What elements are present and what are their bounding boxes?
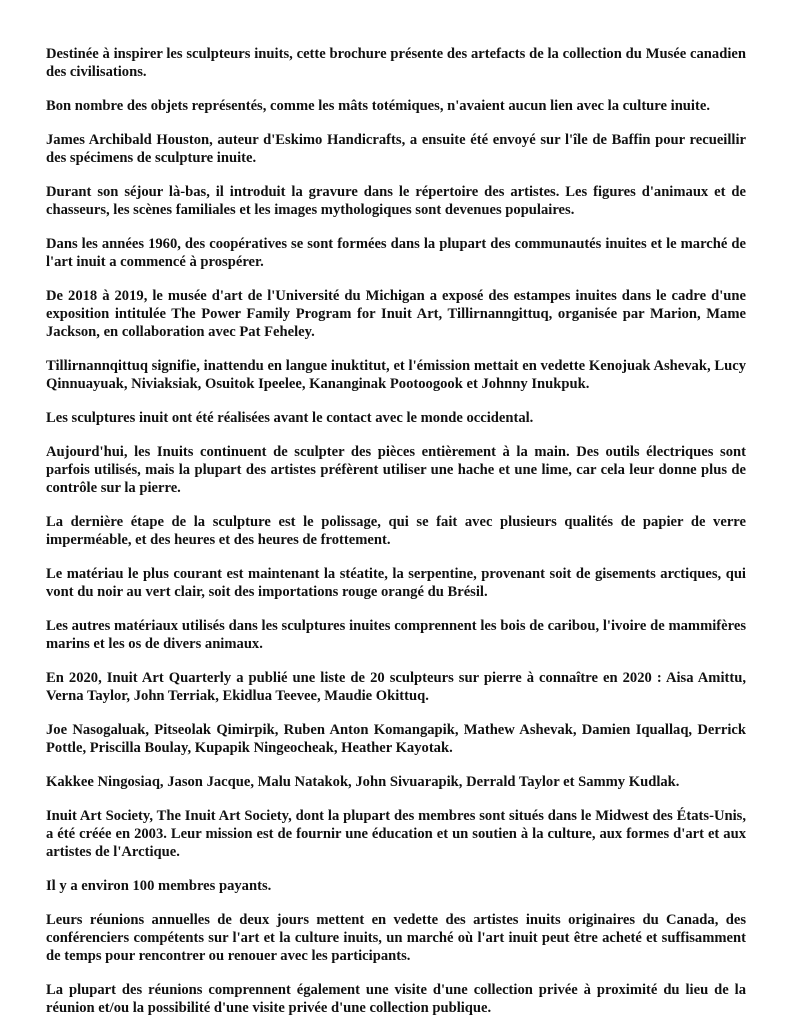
paragraph: Dans les années 1960, des coopératives se sont formées dans la plupart des communautés inuites et le marché de l'art inuit a commencé à prospérer. (46, 236, 746, 270)
paragraph: Les sculptures inuit ont été réalisées avant le contact avec le monde occidental. (46, 410, 534, 426)
paragraph: Aujourd'hui, les Inuits continuent de sculpter des pièces entièrement à la main. Des outils électriques sont parfois utilisés, mais la plupart des artistes préfèrent utiliser une hache et une lime, car cela leur donne plus de contrôle sur la pierre. (46, 444, 746, 496)
paragraph: Leurs réunions annuelles de deux jours mettent en vedette des artistes inuits originaires du Canada, des conférenciers compétents sur l'art et la culture inuits, un marché où l'art inuit peut être acheté et suffisamment de temps pour rencontrer ou renouer avec les participants. (46, 912, 746, 964)
paragraph: Bon nombre des objets représentés, comme les mâts totémiques, n'avaient aucun lien avec la culture inuite. (46, 98, 710, 114)
document-body (46, 45, 746, 1033)
paragraph: Inuit Art Society, The Inuit Art Society, dont la plupart des membres sont situés dans le Midwest des États-Unis, a été créée en 2003. Leur mission est de fournir une éducation et un soutien à la culture, aux formes d'art et aux artistes de l'Arctique. (46, 808, 746, 860)
paragraph: Les autres matériaux utilisés dans les sculptures inuites comprennent les bois de caribou, l'ivoire de mammifères marins et les os de divers animaux. (46, 618, 746, 652)
paragraph: Tillirnannqittuq signifie, inattendu en langue inuktitut, et l'émission mettait en vedette Kenojuak Ashevak, Lucy Qinnuayuak, Niviaksiak, Osuitok Ipeelee, Kananginak Pootoogook et Johnny Inukpuk. (46, 358, 746, 392)
paragraph: Le matériau le plus courant est maintenant la stéatite, la serpentine, provenant soit de gisements arctiques, qui vont du noir au vert clair, soit des importations rouge orangé du Brésil. (46, 566, 746, 600)
paragraph: Il y a environ 100 membres payants. (46, 878, 272, 894)
paragraph: La plupart des réunions comprennent également une visite d'une collection privée à proximité du lieu de la réunion et/ou la possibilité d'une visite privée d'une collection publique. (46, 982, 746, 1016)
paragraph: Kakkee Ningosiaq, Jason Jacque, Malu Natakok, John Sivuarapik, Derrald Taylor et Sammy Kudlak. (46, 774, 680, 790)
paragraph: Destinée à inspirer les sculpteurs inuits, cette brochure présente des artefacts de la collection du Musée canadien des civilisations. (46, 46, 746, 80)
paragraph: James Archibald Houston, auteur d'Eskimo Handicrafts, a ensuite été envoyé sur l'île de Baffin pour recueillir des spécimens de sculpture inuite. (46, 132, 746, 166)
paragraph: La dernière étape de la sculpture est le polissage, qui se fait avec plusieurs qualités de papier de verre imperméable, et des heures et des heures de frottement. (46, 514, 746, 548)
paragraph: Durant son séjour là-bas, il introduit la gravure dans le répertoire des artistes. Les figures d'animaux et de chasseurs, les scènes familiales et les images mythologiques sont devenues populaires. (46, 184, 746, 218)
paragraph: De 2018 à 2019, le musée d'art de l'Université du Michigan a exposé des estampes inuites dans le cadre d'une exposition intitulée The Power Family Program for Inuit Art, Tillirnanngittuq, organisée par Marion, Mame Jackson, en collaboration avec Pat Feheley. (46, 288, 746, 340)
paragraph: Joe Nasogaluak, Pitseolak Qimirpik, Ruben Anton Komangapik, Mathew Ashevak, Damien Iquallaq, Derrick Pottle, Priscilla Boulay, Kupapik Ningeocheak, Heather Kayotak. (46, 722, 746, 756)
paragraph: En 2020, Inuit Art Quarterly a publié une liste de 20 sculpteurs sur pierre à connaître en 2020 : Aisa Amittu, Verna Taylor, John Terriak, Ekidlua Teevee, Maudie Okittuq. (46, 670, 746, 704)
